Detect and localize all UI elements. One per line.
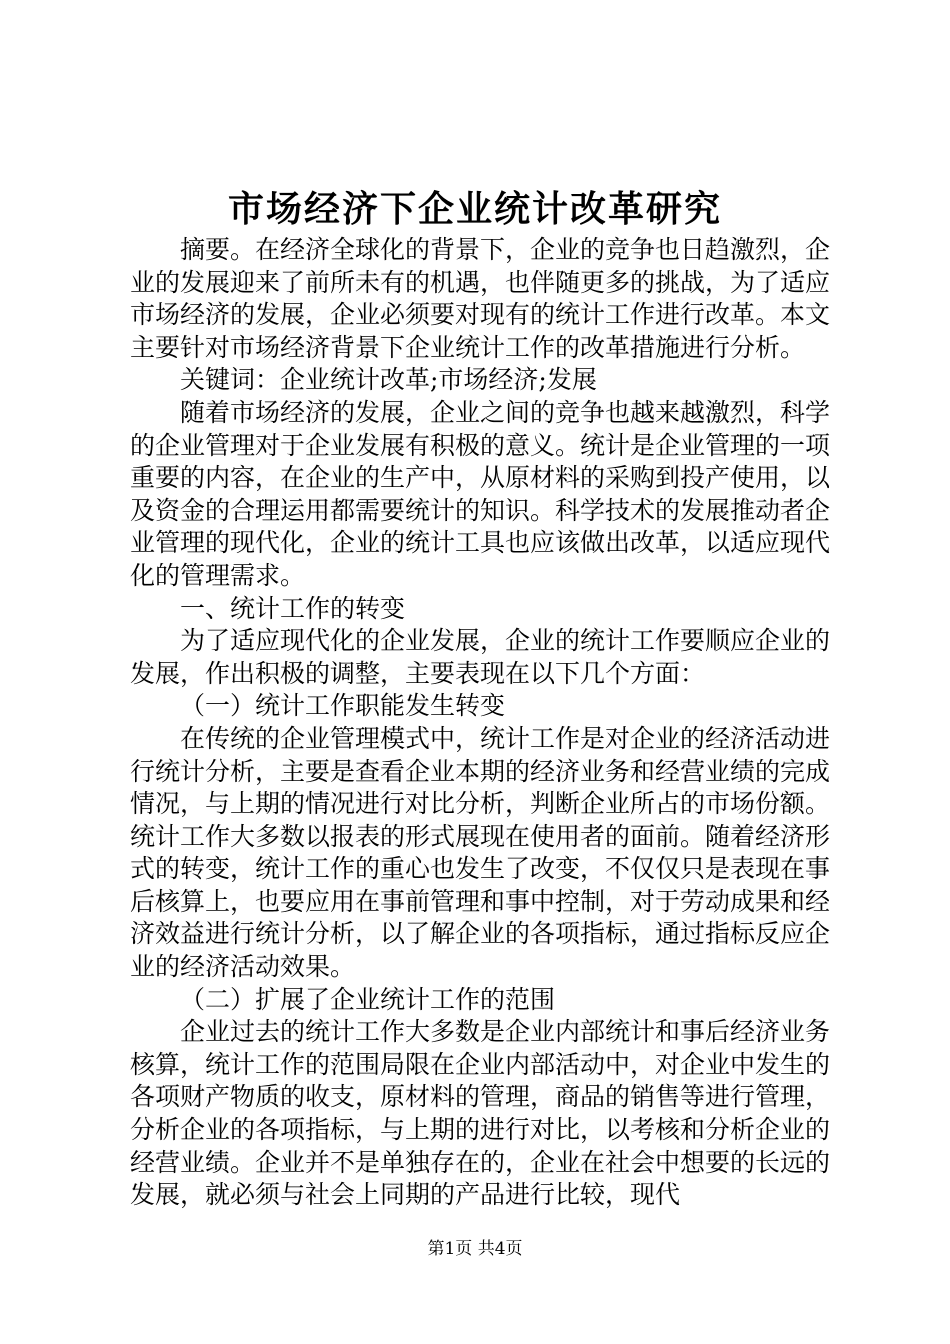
page-footer: 第1页 共4页 [427, 1239, 523, 1259]
document-title: 市场经济下企业统计改革研究 [227, 188, 722, 230]
intro-paragraph: 随着市场经济的发展，企业之间的竞争也越来越激烈，科学的企业管理对于企业发展有积极的意义。统计是企业管理的一项重要的内容，在企业的生产中，从原材料的采购到投产使用，以及资金的合理运用都需要统计的知识。科学技术的发展推动者企业管理的现代化，企业的统计工具也应该做出改革，以适应现代化的管理需求。 [130, 397, 831, 590]
section-heading-1: 一、统计工作的转变 [180, 593, 406, 623]
document-body [130, 234, 830, 1212]
subsection-1-paragraph: 在传统的企业管理模式中，统计工作是对企业的经济活动进行统计分析，主要是查看企业本期的经济业务和经营业绩的完成情况，与上期的情况进行对比分析，判断企业所占的市场份额。统计工作大多数以报表的形式展现在使用者的面前。随着经济形式的转变，统计工作的重心也发生了改变，不仅仅只是表现在事后核算上，也要应用在事前管理和事中控制，对于劳动成果和经济效益进行统计分析，以了解企业的各项指标，通过指标反应企业的经济活动效果。 [130, 723, 831, 982]
abstract-paragraph: 摘要。在经济全球化的背景下，企业的竞争也日趋激烈，企业的发展迎来了前所未有的机遇，也伴随更多的挑战，为了适应市场经济的发展，企业必须要对现有的统计工作进行改革。本文主要针对市场经济背景下企业统计工作的改革措施进行分析。 [130, 235, 831, 362]
subsection-2-paragraph: 企业过去的统计工作大多数是企业内部统计和事后经济业务核算，统计工作的范围局限在企业内部活动中，对企业中发生的各项财产物质的收支，原材料的管理，商品的销售等进行管理，分析企业的各项指标，与上期的进行对比，以考核和分析企业的经营业绩。企业并不是单独存在的，企业在社会中想要的长远的发展，就必须与社会上同期的产品进行比较，现代 [130, 1017, 831, 1210]
keywords-line: 关键词：企业统计改革;市场经济;发展 [180, 365, 597, 395]
subsection-heading-2: （二）扩展了企业统计工作的范围 [180, 984, 556, 1014]
section-1-paragraph: 为了适应现代化的企业发展，企业的统计工作要顺应企业的发展，作出积极的调整，主要表现在以下几个方面： [130, 626, 831, 688]
subsection-heading-1: （一）统计工作职能发生转变 [180, 691, 506, 721]
